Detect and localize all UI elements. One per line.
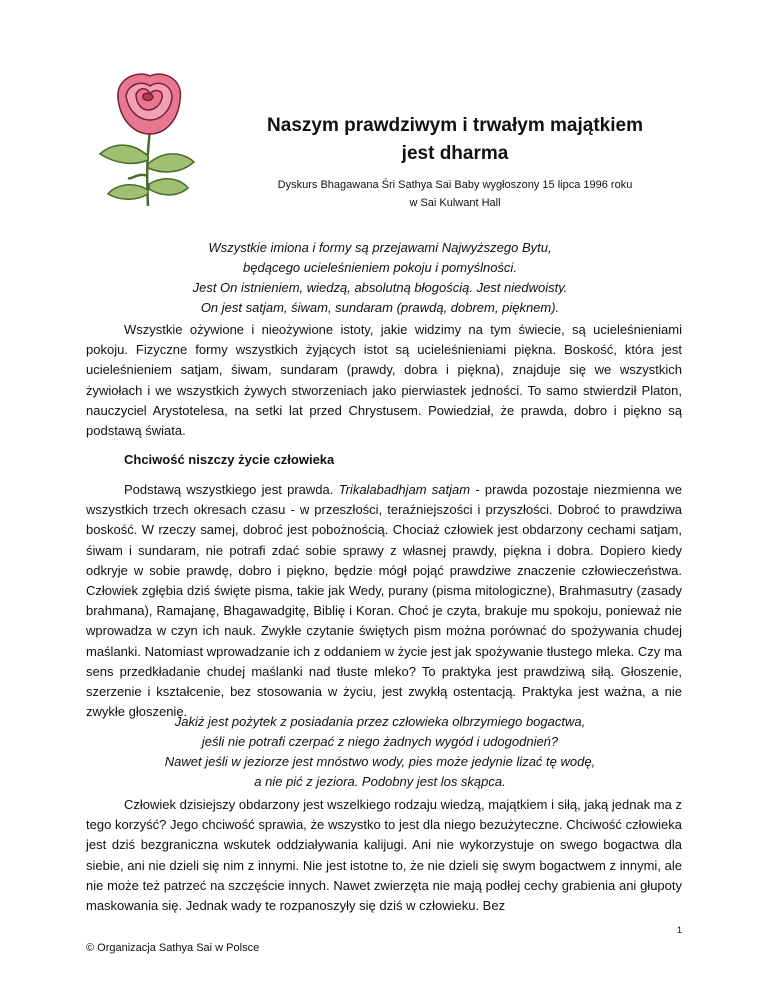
document-title [255,112,655,168]
rose-leaf-bottom-left [108,185,148,200]
verse-line: Wszystkie imiona i formy są przejawami Najwyższego Bytu, [208,240,552,255]
verse-line: jeśli nie potrafi czerpać z niego żadnych wygód i udogodnień? [201,734,559,749]
rose-illustration [88,68,208,208]
paragraph-1 [86,320,682,441]
paragraph-2-start: Podstawą wszystkiego jest prawda. [124,482,334,497]
verse-line: Jest On istnieniem, wiedzą, absolutną błogością. Jest niedwoisty. [192,280,568,295]
second-verse [100,712,660,792]
paragraph-2-term: Trikalabadhjam satjam [338,482,471,497]
section-heading: Chciwość niszczy życie człowieka [124,452,335,467]
paragraph-1-text: Wszystkie ożywione i nieożywione istoty, jakie widzimy na tym świecie, są ucieleśnieniami pokoju. Fizyczne formy wszystkich żyjących istot są ucieleśnieniami piękna. Boskość, która jest ucieleśnieniem satjam, śiwam, sundaram (prawdy, dobra i piękna), znajduje się we wszystkich żywiołach i we wszystkich żywych stworzeniach jako pierwiastek jedności. To samo stwierdził Platon, nauczyciel Arystotelesa, na setki lat przed Chrystusem. Powiedział, że prawda, dobro i piękno są podstawą świata. [86,322,682,439]
verse-line: będącego ucieleśnieniem pokoju i pomyślności. [243,260,517,275]
rose-leaf-right [148,154,194,172]
verse-line: a nie pić z jeziora. Podobny jest los skąpca. [254,774,506,789]
rose-leaf-bottom-right [149,179,188,195]
opening-verse [100,238,660,318]
rose-leaf-left [100,145,148,163]
title-line-1: Naszym prawdziwym i trwałym majątkiem [267,115,643,136]
subtitle-line-1: Dyskurs Bhagawana Śri Sathya Sai Baby wygłoszony 15 lipca 1996 roku [277,179,633,191]
paragraph-2-rest: - prawda pozostaje niezmienna we wszystkich trzech okresach czasu - w przeszłości, teraźniejszości i przyszłości. Dobroć to prawdziwa boskość. W rzeczy samej, dobroć jest pobożnością. Chociaż człowiek jest obdarzony cechami satjam, śiwam i sundaram, nie potrafi zdać sobie sprawy z własnej prawdy, piękna i dobra. Dopiero kiedy odkryje w sobie prawdę, dobro i piękno, będzie mógł pojąć prawdziwe znaczenie człowieczeństwa. Człowiek zgłębia dziś święte pisma, takie jak Wedy, purany (pisma mitologiczne), Brahmasutry (zasady brahmana), Ramajanę, Bhagawadgitę, Biblię i Koran. Choć je czyta, brakuje mu spokoju, ponieważ nie wprowadza w czyn ich nauk. Zwykłe czytanie świętych pism można porównać do spożywania chudej maślanki. Natomiast wprowadzanie ich z oddaniem w życie jest jak spożywanie tłustego mleka. Czy ma sens przedkładanie chudej maślanki nad tłuste mleko? To praktyka jest prawdziwą siłą. Głoszenie, szerzenie i kształcenie, bez stosowania w życiu, jest zwykłą ostentacją. Praktyka jest ważna, a nie zwykłe głoszenie. [86,482,683,720]
document-subtitle [255,176,655,212]
rose-flower [118,74,181,134]
page-number: 1 [676,925,682,935]
subtitle-line-2: w Sai Kulwant Hall [409,197,501,209]
paragraph-2 [86,480,682,722]
verse-line: On jest satjam, śiwam, sundaram (prawdą, dobrem, pięknem). [200,300,560,315]
paragraph-3 [86,795,682,916]
verse-line: Nawet jeśli w jeziorze jest mnóstwo wody, pies może jedynie lizać tę wodę, [164,754,596,769]
paragraph-3-text: Człowiek dzisiejszy obdarzony jest wszelkiego rodzaju wiedzą, majątkiem i siłą, jaką jednak ma z tego korzyść? Jego chciwość sprawia, że wszystko to jest dla niego bezużyteczne. Chciwość człowieka jest dziś bezgraniczna wskutek oddziaływania kalijugi. Ani nie wykorzystuje on swego bogactwa dla siebie, ani nie dzieli się nim z innymi. Nie jest istotne to, że nie dzieli się swym bogactwem z innymi, ale nie może też patrzeć na szczęście innych. Nawet zwierzęta nie mają podłej cechy grabienia ani głupoty maskowania się. Jednak wady te rozpanoszyły się dziś w człowieku. Bez [86,797,682,914]
title-line-2: jest dharma [401,143,509,164]
verse-line: Jakiż jest pożytek z posiadania przez człowieka olbrzymiego bogactwa, [174,714,586,729]
footer-organization: © Organizacja Sathya Sai w Polsce [86,942,260,954]
